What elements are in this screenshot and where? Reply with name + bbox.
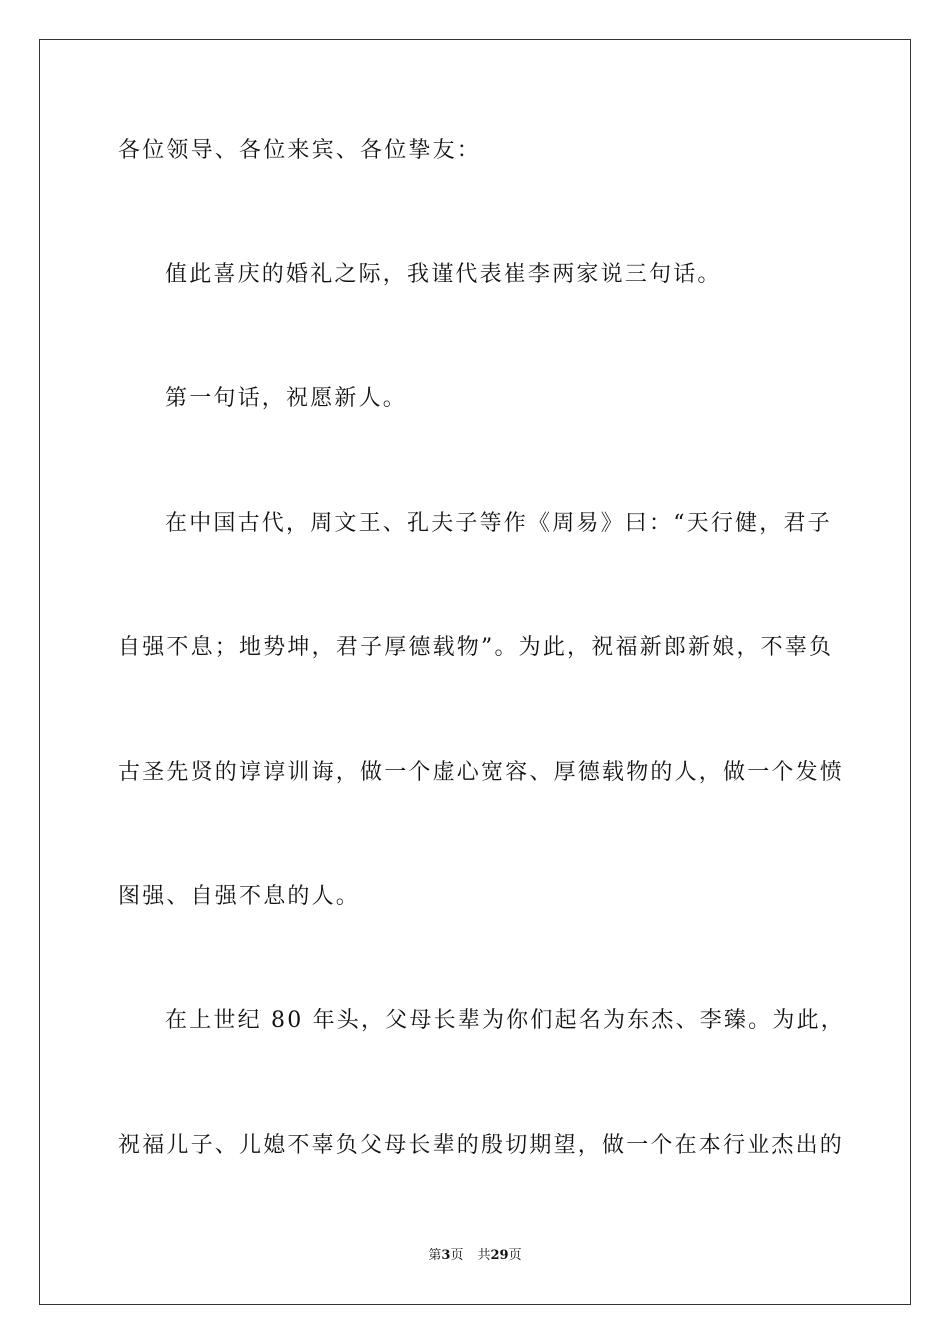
page-footer (0, 1248, 950, 1264)
page-prefix: 第 (428, 1248, 442, 1263)
total-suffix: 页 (508, 1248, 522, 1263)
paragraph-line: 在上世纪 80 年头，父母长辈为你们起名为东杰、李臻。为此， (165, 1008, 845, 1033)
page-border (39, 39, 911, 1305)
total-prefix: 共 (477, 1248, 491, 1263)
page-total: 29 (490, 1248, 509, 1263)
page-suffix: 页 (450, 1248, 464, 1263)
paragraph-line: 自强不息；地势坤，君子厚德载物”。为此，祝福新郎新娘，不辜负 (118, 635, 834, 660)
paragraph-line: 图强、自强不息的人。 (118, 884, 361, 909)
paragraph-line: 古圣先贤的谆谆训诲，做一个虚心宽容、厚德载物的人，做一个发愤 (118, 760, 845, 785)
paragraph-line: 值此喜庆的婚礼之际，我谨代表崔李两家说三句话。 (165, 262, 722, 287)
paragraph-line: 祝福儿子、儿媳不辜负父母长辈的殷切期望，做一个在本行业杰出的 (118, 1133, 845, 1158)
page-current: 3 (441, 1248, 451, 1263)
paragraph-line: 第一句话，祝愿新人。 (165, 386, 408, 411)
salutation-line: 各位领导、各位来宾、各位挚友： (118, 138, 482, 163)
paragraph-line: 在中国古代，周文王、孔夫子等作《周易》曰：“天行健，君子 (165, 511, 832, 536)
